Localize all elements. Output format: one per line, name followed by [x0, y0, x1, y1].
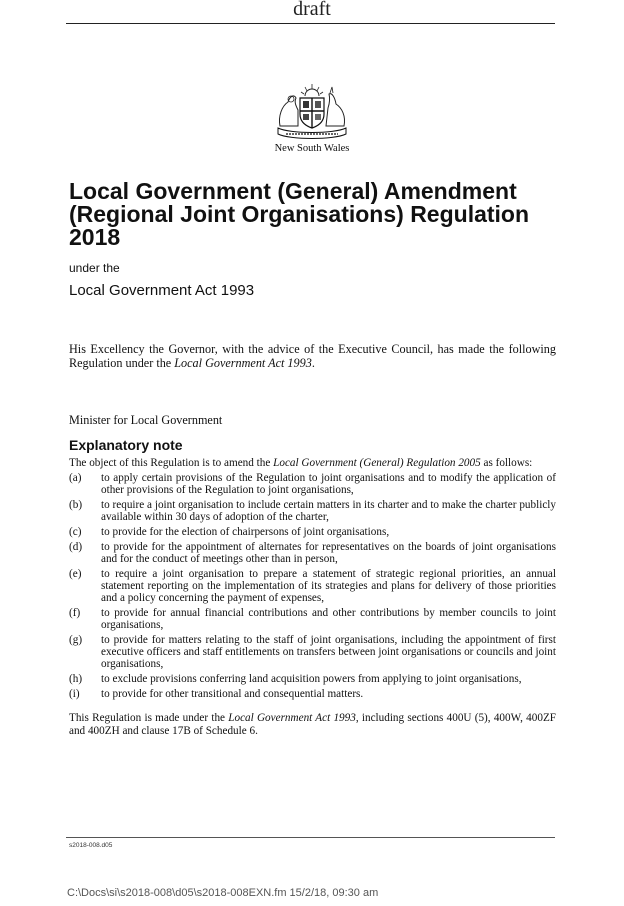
document-code: s2018-008.d05	[69, 842, 113, 849]
list-item	[69, 473, 556, 497]
item-text: to provide for the election of chairpersons of joint organisations,	[101, 525, 390, 538]
item-label: (e)	[69, 568, 82, 581]
enactment-act: Local Government Act 1993	[174, 356, 312, 370]
item-label: (f)	[69, 606, 81, 619]
nsw-coat-of-arms-icon	[272, 82, 352, 142]
closing-act: Local Government Act 1993	[228, 712, 356, 724]
intro-regulation: Local Government (General) Regulation 2005	[273, 457, 481, 469]
item-text: to exclude provisions conferring land acquisition powers from applying to joint organisations,	[101, 672, 522, 685]
list-item	[69, 500, 556, 524]
item-text: to require a joint organisation to prepare a statement of strategic regional priorities, an annual statement reporting on the implementation of its strategies and plans for delivery of those priorities and a policy concerning the payment of expenses,	[101, 568, 556, 604]
item-label: (a)	[69, 472, 82, 484]
enactment-statement	[69, 342, 556, 370]
draft-label: draft	[293, 0, 331, 20]
list-item	[69, 674, 556, 686]
item-text: to provide for other transitional and consequential matters.	[101, 687, 364, 700]
item-text: to require a joint organisation to include certain matters in its charter and to make the charter publicly available within 30 days of adoption of the charter,	[101, 498, 556, 523]
enactment-end: .	[311, 356, 315, 370]
list-item	[69, 608, 556, 632]
item-text: to apply certain provisions of the Regulation to joint organisations and to modify the application of other provisions of the Regulation to joint organisations,	[101, 472, 556, 496]
minister-title: Minister for Local Government	[69, 413, 223, 427]
regulation-title: Local Government (General) Amendment (Regional Joint Organisations) Regulation 2018	[69, 178, 530, 250]
list-item	[69, 527, 556, 539]
header-rule	[66, 23, 555, 24]
list-item	[69, 635, 556, 670]
intro-text: The object of this Regulation is to amend the	[69, 457, 274, 469]
explanatory-note-heading: Explanatory note	[69, 437, 183, 453]
file-path: C:\Docs\si\s2018-008\d05\s2018-008EXN.fm 15/2/18, 09:30 am	[67, 887, 379, 899]
state-name: New South Wales	[274, 143, 350, 154]
list-item	[69, 542, 556, 566]
item-label: (c)	[69, 525, 82, 538]
list-item	[69, 569, 556, 604]
footer-rule	[66, 837, 555, 838]
item-label: (i)	[69, 687, 80, 700]
closing-end: , including sections 400U (5), 400W, 400ZF and 400ZH and clause 17B of Schedule 6.	[69, 712, 557, 737]
item-label: (g)	[69, 633, 83, 646]
list-item	[69, 689, 556, 701]
explanatory-note-list	[69, 473, 556, 704]
parent-act-name: Local Government Act 1993	[69, 282, 255, 299]
closing-text: This Regulation is made under the	[69, 712, 229, 724]
explanatory-note-intro	[69, 457, 556, 470]
under-the-label: under the	[69, 261, 120, 275]
enactment-text: His Excellency the Governor, with the advice of the Executive Council, has made the following Regulation under the	[69, 342, 556, 370]
item-text: to provide for the appointment of alternates for representatives on the boards of joint organisations and for the conduct of meetings other than in person,	[101, 541, 556, 565]
explanatory-note-closing	[69, 712, 556, 737]
item-text: to provide for matters relating to the staff of joint organisations, including the appointment of first executive officers and staff entitlements on transfers between joint organisations or councils and joint organisations,	[101, 633, 556, 670]
item-label: (b)	[69, 498, 83, 511]
item-text: to provide for annual financial contributions and other contributions by member councils to joint organisations,	[101, 606, 556, 631]
item-label: (h)	[69, 672, 83, 685]
item-label: (d)	[69, 541, 83, 554]
intro-end: as follows:	[480, 457, 533, 469]
